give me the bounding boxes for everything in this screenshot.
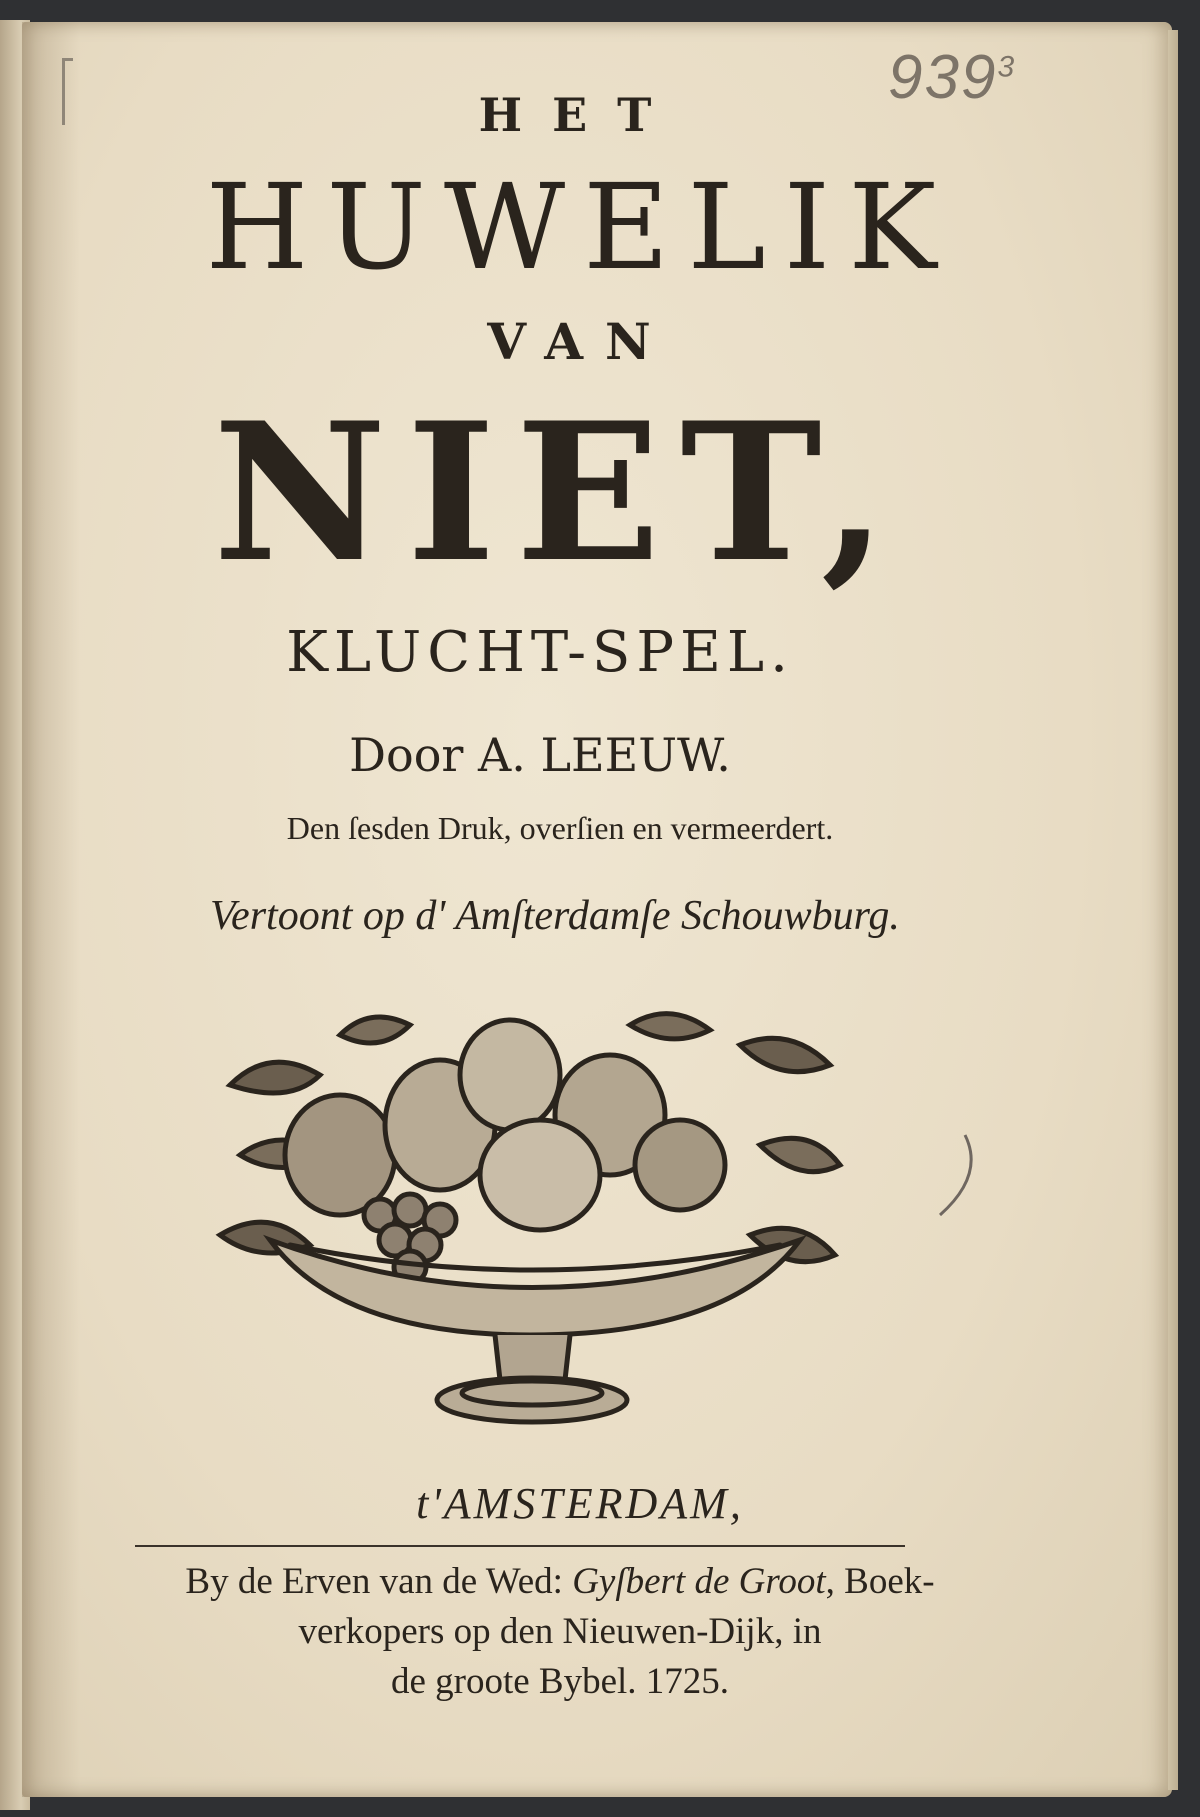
title-line-niet: NIET, bbox=[212, 381, 908, 604]
genre-line: KLUCHT-SPEL. bbox=[286, 620, 794, 685]
performance-line: Vertoont op d' Amſterdamſe Schouwburg. bbox=[210, 893, 900, 939]
imprint-line-2: verkopers op den Nieuwen-Dijk, in bbox=[298, 1611, 822, 1652]
imprint-rule bbox=[135, 1545, 905, 1547]
fruit-bowl-icon bbox=[210, 1005, 850, 1425]
edition-line: Den ſesden Druk, overſien en vermeerdert. bbox=[286, 810, 834, 846]
title-article: HET bbox=[478, 88, 682, 142]
title-line-van: VAN bbox=[487, 312, 673, 371]
title-line-huwelik: HUWELIK bbox=[205, 158, 955, 296]
imprint-line-1-end: , Boek- bbox=[825, 1561, 935, 1602]
author-line: Door A. LEEUW. bbox=[349, 728, 731, 782]
imprint-line-1 bbox=[0, 1560, 1160, 1603]
imprint-publisher: By de Erven van de Wed: bbox=[185, 1561, 563, 1602]
shelfmark-number: 939 bbox=[888, 43, 998, 112]
imprint-publisher-name: Gyſbert de Groot bbox=[572, 1561, 826, 1602]
pencil-mark bbox=[930, 1130, 980, 1220]
imprint-city: t'AMSTERDAM, bbox=[416, 1479, 744, 1528]
shelfmark-superscript: 3 bbox=[997, 50, 1017, 84]
imprint-line-3: de groote Bybel. 1725. bbox=[390, 1661, 730, 1702]
